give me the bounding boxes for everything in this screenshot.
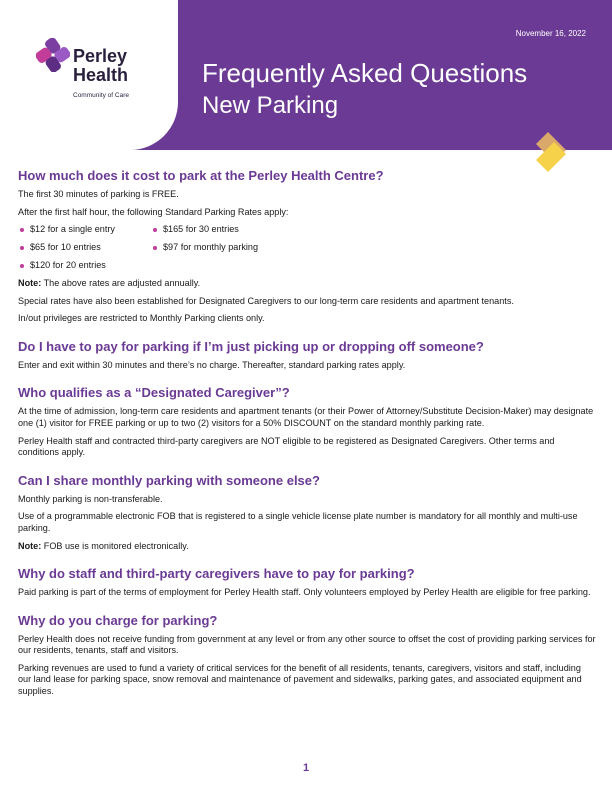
- note-label: Note:: [18, 540, 42, 551]
- section-heading: Do I have to pay for parking if I’m just picking up or dropping off someone?: [18, 338, 484, 354]
- section-heading: How much does it cost to park at the Perley Health Centre?: [18, 168, 384, 183]
- faq-section-staff: [18, 566, 596, 599]
- rate-item: $12 for a single entry: [18, 224, 151, 236]
- rate-item: $65 for 10 entries: [18, 242, 151, 254]
- paragraph: The first 30 minutes of parking is FREE.: [18, 189, 179, 199]
- faq-section-cost: [18, 168, 596, 325]
- logo-tagline: Community of Care: [73, 92, 129, 99]
- faq-section-share: [18, 473, 596, 552]
- rate-item: $97 for monthly parking: [151, 242, 258, 254]
- paragraph: In/out privileges are restricted to Monthly Parking clients only.: [18, 313, 265, 324]
- note: [18, 278, 596, 290]
- note: [18, 541, 596, 553]
- paragraph: Enter and exit within 30 minutes and there’s no charge. Thereafter, standard parking rates apply.: [18, 359, 406, 370]
- section-heading: Can I share monthly parking with someone else?: [18, 472, 320, 488]
- faq-section-pickup: [18, 339, 596, 372]
- note-text: The above rates are adjusted annually.: [41, 277, 201, 288]
- paragraph: Perley Health does not receive funding from government at any level or from any other source to offset the cost of providing parking services for our residents, tenants, staff and visitors.: [18, 633, 596, 656]
- paragraph: Paid parking is part of the terms of employment for Perley Health staff. Only volunteers employed by Perley Health are eligible for free parking.: [18, 587, 591, 598]
- rate-list: [18, 224, 596, 272]
- logo-wordmark-line2: Health: [73, 65, 129, 85]
- section-heading: Why do you charge for parking?: [18, 612, 218, 628]
- logo-wordmark-line1: Perley: [73, 46, 128, 66]
- paragraph: Special rates have also been established for Designated Caregivers to our long-term care residents and apartment tenants.: [18, 295, 514, 306]
- paragraph: Perley Health staff and contracted third-party caregivers are NOT eligible to be registered as Designated Caregivers. Other terms and conditions apply.: [18, 435, 555, 458]
- page-title: Frequently Asked Questions: [202, 58, 528, 88]
- document-date: November 16, 2022: [515, 29, 586, 38]
- note-text: FOB use is monitored electronically.: [41, 540, 189, 551]
- paragraph: Use of a programmable electronic FOB that is registered to a single vehicle license plate number is mandatory for all monthly and multi-use parking.: [18, 511, 578, 533]
- page-subtitle: New Parking: [202, 92, 339, 119]
- perley-health-logo-icon: [36, 38, 70, 72]
- logo-panel: [0, 0, 178, 150]
- rate-item: $120 for 20 entries: [18, 260, 151, 272]
- section-heading: Who qualifies as a “Designated Caregiver”?: [18, 385, 290, 401]
- section-heading: Why do staff and third-party caregivers have to pay for parking?: [18, 566, 415, 582]
- page-number: 1: [302, 762, 310, 774]
- faq-section-why-charge: [18, 613, 596, 698]
- faq-section-caregiver: [18, 385, 596, 458]
- note-label: Note:: [18, 277, 42, 288]
- rate-list-column-1: [18, 224, 151, 272]
- paragraph: Parking revenues are used to fund a variety of critical services for the benefit of all residents, tenants, caregivers, visitors and staff, including our land lease for parking space, snow removal and maintenance of pavement and sidewalks, parking gates, and associated equipment and supplies.: [18, 662, 582, 697]
- faq-content: [18, 168, 596, 698]
- rate-list-column-2: [151, 224, 258, 272]
- rate-item: $165 for 30 entries: [151, 224, 258, 236]
- paragraph: After the first half hour, the following Standard Parking Rates apply:: [18, 206, 289, 217]
- paragraph: Monthly parking is non-transferable.: [18, 493, 163, 504]
- paragraph: At the time of admission, long-term care residents and apartment tenants (or their Power of Attorney/Substitute Decision-Maker) may designate one (1) visitor for FREE parking or up to two (2) visitors for a 50% DISCOUNT on the standard monthly parking rate.: [18, 406, 594, 428]
